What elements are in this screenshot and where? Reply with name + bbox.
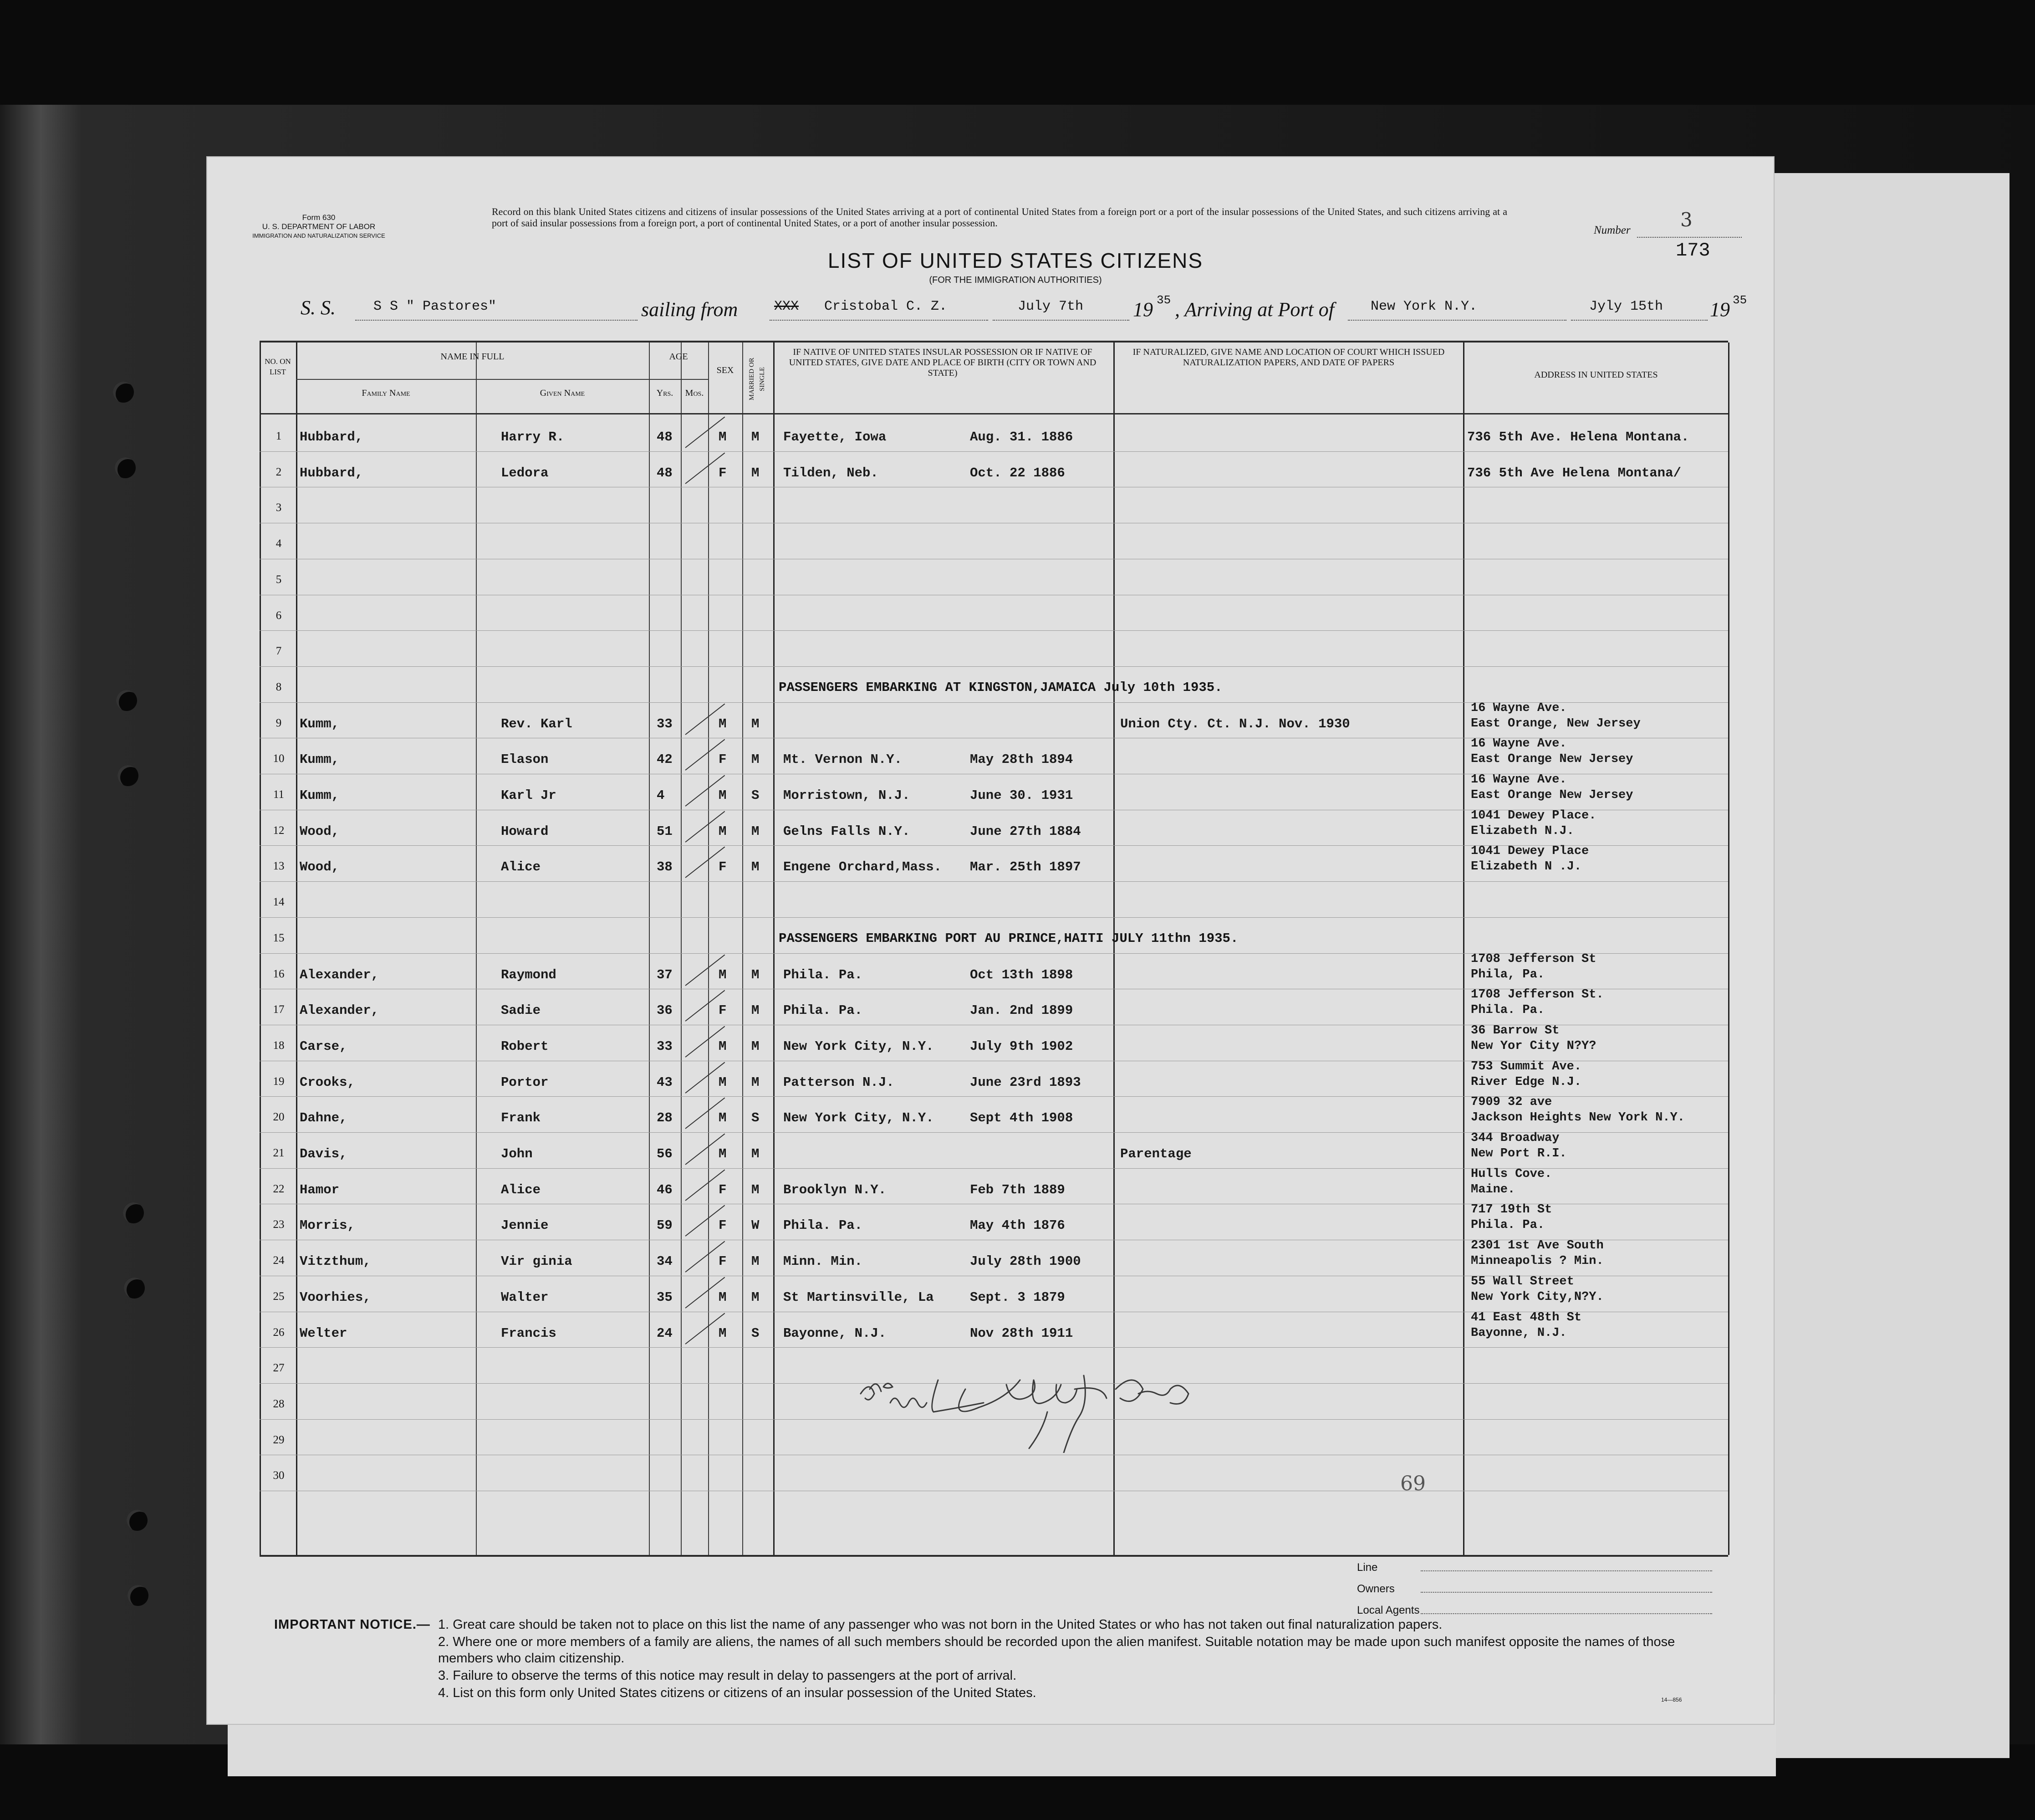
address-line: 1041 Dewey Place <box>1471 844 1589 859</box>
family-name: Voorhies, <box>300 1289 371 1305</box>
address-line: Jackson Heights New York N.Y. <box>1471 1111 1685 1125</box>
marital-status: M <box>751 429 760 445</box>
age-years: 38 <box>657 859 673 875</box>
age-years: 33 <box>657 716 673 731</box>
birth-place: Patterson N.J. <box>783 1074 894 1090</box>
ship-name: S S " Pastores" <box>373 299 497 314</box>
marital-status: M <box>751 1074 760 1090</box>
marital-status: M <box>751 752 760 767</box>
age-years: 34 <box>657 1254 673 1269</box>
given-name: Rev. Karl <box>501 716 572 731</box>
birth-date: Oct 13th 1898 <box>970 967 1073 982</box>
address-line: New York City,N?Y. <box>1471 1290 1604 1304</box>
header-address: ADDRESS IN UNITED STATES <box>1534 370 1658 380</box>
address-line: 1708 Jefferson St. <box>1471 988 1604 1002</box>
given-name: Francis <box>501 1325 556 1341</box>
row-number: 9 <box>275 716 282 729</box>
address-line: 753 Summit Ave. <box>1471 1059 1582 1074</box>
departure-year: 35 <box>1157 293 1171 307</box>
number-label: Number <box>1594 224 1631 236</box>
age-years: 59 <box>657 1218 673 1233</box>
row-rule <box>260 917 1728 918</box>
family-name: Alexander, <box>300 967 379 982</box>
birth-place: Morristown, N.J. <box>783 788 910 803</box>
sex: F <box>719 859 727 875</box>
address-line: 717 19th St <box>1471 1203 1552 1217</box>
header-married-single: MARRIED OR SINGLE <box>748 358 766 400</box>
row-number: 7 <box>275 645 282 658</box>
binder-hole <box>113 382 134 403</box>
birth-date: Nov 28th 1911 <box>970 1325 1073 1341</box>
marital-status: W <box>751 1218 760 1233</box>
marital-status: M <box>751 1038 760 1054</box>
sex: M <box>719 788 727 803</box>
marital-status: M <box>751 1182 760 1197</box>
footer-owners-field <box>1357 1578 1419 1600</box>
birth-date: July 9th 1902 <box>970 1038 1073 1054</box>
row-number: 18 <box>273 1039 285 1052</box>
row-number: 3 <box>275 501 282 514</box>
sex: F <box>719 465 727 481</box>
given-name: Raymond <box>501 967 556 982</box>
sailing-from-label: sailing from <box>641 298 738 321</box>
year-prefix-2: 19 <box>1710 298 1730 321</box>
address-line: New Yor City N?Y? <box>1471 1039 1596 1053</box>
age-years: 46 <box>657 1182 673 1197</box>
notice-item-4: 4. List on this form only United States citizens or citizens of an insular possession of the United States. <box>438 1686 1036 1700</box>
row-number: 11 <box>273 788 285 801</box>
row-number: 24 <box>273 1254 285 1267</box>
row-number: 5 <box>275 573 282 586</box>
marital-status: M <box>751 1289 760 1305</box>
family-name: Alexander, <box>300 1003 379 1018</box>
row-number: 19 <box>273 1075 285 1088</box>
binder-hole <box>124 1278 145 1299</box>
age-years: 48 <box>657 465 673 481</box>
address-line: Maine. <box>1471 1182 1515 1196</box>
address-line: 16 Wayne Ave. <box>1471 773 1567 787</box>
row-number: 16 <box>273 967 285 980</box>
given-name: Howard <box>501 823 549 839</box>
age-years: 4 <box>657 788 665 803</box>
footer-line-label: Line <box>1357 1561 1378 1574</box>
sex: M <box>719 823 727 839</box>
header-name-in-full: NAME IN FULL <box>440 352 505 362</box>
birth-place: St Martinsville, La <box>783 1289 934 1305</box>
binder-hole <box>115 457 136 478</box>
given-name: Walter <box>501 1289 549 1305</box>
marital-status: M <box>751 859 760 875</box>
row-number: 29 <box>273 1433 285 1446</box>
row-rule <box>260 1347 1728 1348</box>
form-number: Form 630 <box>302 213 336 222</box>
sex: F <box>719 1218 727 1233</box>
address-line: Phila. Pa. <box>1471 1218 1545 1232</box>
marital-status: S <box>751 788 760 803</box>
birth-date: July 28th 1900 <box>970 1254 1081 1269</box>
given-name: John <box>501 1146 533 1161</box>
address-line: East Orange New Jersey <box>1471 788 1633 802</box>
row-number: 14 <box>273 896 285 909</box>
address-line: 1041 Dewey Place. <box>1471 808 1596 823</box>
address-line: Minneapolis ? Min. <box>1471 1254 1604 1268</box>
row-number: 21 <box>273 1147 285 1159</box>
address-line: 7909 32 ave <box>1471 1095 1552 1109</box>
row-number: 28 <box>273 1397 285 1410</box>
birth-date: June 23rd 1893 <box>970 1074 1081 1090</box>
family-name: Kumm, <box>300 788 340 803</box>
address-line: 55 Wall Street <box>1471 1274 1574 1288</box>
birth-place: New York City, N.Y. <box>783 1110 934 1126</box>
header-yrs: Yrs. <box>656 388 673 398</box>
sex: M <box>719 716 727 731</box>
voyage-line <box>301 293 1747 328</box>
birth-place: Phila. Pa. <box>783 1218 863 1233</box>
arriving-label: , Arriving at Port of <box>1175 298 1334 321</box>
naturalization: Parentage <box>1120 1146 1192 1161</box>
marital-status: M <box>751 823 760 839</box>
binder-hole <box>117 765 138 786</box>
sex: M <box>719 1038 727 1054</box>
row-number: 26 <box>273 1326 285 1339</box>
row-number: 12 <box>273 824 285 837</box>
struck-text: XXX <box>774 299 799 314</box>
address-line: Bayonne, N.J. <box>1471 1326 1567 1340</box>
row-rule <box>260 666 1728 667</box>
naturalization: Union Cty. Ct. N.J. Nov. 1930 <box>1120 716 1350 731</box>
marital-status: M <box>751 465 760 481</box>
footer-fields <box>1357 1557 1419 1621</box>
address-line: Phila. Pa. <box>1471 1003 1545 1017</box>
age-years: 51 <box>657 823 673 839</box>
birth-place: Gelns Falls N.Y. <box>783 823 910 839</box>
address-line: 36 Barrow St <box>1471 1023 1560 1038</box>
marital-status: M <box>751 967 760 982</box>
birth-place: Engene Orchard,Mass. <box>783 859 942 875</box>
marital-status: S <box>751 1110 760 1126</box>
binder-hole <box>128 1585 148 1606</box>
age-years: 37 <box>657 967 673 982</box>
address-line: 736 5th Ave Helena Montana/ <box>1467 465 1681 481</box>
notice-heading: IMPORTANT NOTICE.— <box>274 1617 430 1632</box>
birth-date: June 27th 1884 <box>970 823 1081 839</box>
sex: M <box>719 967 727 982</box>
row-number: 27 <box>273 1362 285 1375</box>
header-mos: Mos. <box>685 388 704 398</box>
binder-hole <box>123 1202 144 1223</box>
given-name: Vir ginia <box>501 1254 572 1269</box>
document-title: LIST OF UNITED STATES CITIZENS <box>827 249 1204 272</box>
address-line: East Orange New Jersey <box>1471 752 1633 767</box>
family-name: Crooks, <box>300 1074 355 1090</box>
birth-place: Tilden, Neb. <box>783 465 878 481</box>
row-number: 23 <box>273 1218 285 1231</box>
address-line: Hulls Cove. <box>1471 1167 1552 1181</box>
address-line: Elizabeth N.J. <box>1471 824 1574 838</box>
document-subtitle: (FOR THE IMMIGRATION AUTHORITIES) <box>929 275 1102 285</box>
sex: F <box>719 1254 727 1269</box>
address-line: 736 5th Ave. Helena Montana. <box>1467 429 1689 445</box>
footer-agents-label: Local Agents <box>1357 1604 1420 1616</box>
arrival-port: New York N.Y. <box>1371 299 1478 314</box>
family-name: Dahne, <box>300 1110 347 1126</box>
header-instructions: Record on this blank United States citizens and citizens of insular possessions of the United States arriving at a port of continental United States from a foreign port or a port of the insular possessions of the United States, and such citizens arriving at a port of said insular possessions from a foreign port, a port of continental United States, or a port of another insular possession. <box>492 206 1507 229</box>
sex: F <box>719 1182 727 1197</box>
age-years: 36 <box>657 1003 673 1018</box>
birth-place: Fayette, Iowa <box>783 429 887 445</box>
address-line: River Edge N.J. <box>1471 1075 1582 1089</box>
row-number: 22 <box>273 1182 285 1195</box>
given-name: Ledora <box>501 465 549 481</box>
birth-date: Mar. 25th 1897 <box>970 859 1081 875</box>
marital-status: M <box>751 1254 760 1269</box>
arrival-year: 35 <box>1733 293 1747 307</box>
given-name: Harry R. <box>501 429 565 445</box>
marital-status: M <box>751 716 760 731</box>
header-sex: SEX <box>716 365 734 375</box>
age-years: 24 <box>657 1325 673 1341</box>
family-name: Kumm, <box>300 716 340 731</box>
sex: M <box>719 1074 727 1090</box>
row-number: 4 <box>275 537 282 550</box>
birth-place: Brooklyn N.Y. <box>783 1182 887 1197</box>
sex: M <box>719 1325 727 1341</box>
birth-date: Oct. 22 1886 <box>970 465 1065 481</box>
row-number: 20 <box>273 1111 285 1124</box>
birth-place: Minn. Min. <box>783 1254 863 1269</box>
page-number: 173 <box>1676 240 1710 261</box>
footer-line-field <box>1357 1557 1419 1578</box>
row-rule <box>260 630 1728 631</box>
binder-hole <box>127 1510 148 1531</box>
arrival-date: Jyly 15th <box>1589 299 1663 314</box>
binder-hole <box>116 690 137 711</box>
notice-item-3: 3. Failure to observe the terms of this notice may result in delay to passengers at the port of arrival. <box>438 1668 1017 1683</box>
sex: F <box>719 752 727 767</box>
form-identifier <box>237 213 401 240</box>
row-number: 25 <box>273 1290 285 1303</box>
inspector-signature <box>856 1362 1229 1455</box>
given-name: Jennie <box>501 1218 549 1233</box>
age-years: 48 <box>657 429 673 445</box>
age-years: 42 <box>657 752 673 767</box>
address-line: 1708 Jefferson St <box>1471 952 1596 966</box>
age-years: 35 <box>657 1289 673 1305</box>
number-value: 3 <box>1680 209 1693 231</box>
given-name: Robert <box>501 1038 549 1054</box>
row-number: 17 <box>273 1003 285 1016</box>
header-no-on-list: NO. ON LIST <box>265 357 291 376</box>
birth-date: Feb 7th 1889 <box>970 1182 1065 1197</box>
row-number: 6 <box>275 609 282 622</box>
departure-date: July 7th <box>1018 299 1084 314</box>
row-number: 10 <box>273 752 285 765</box>
family-name: Welter <box>300 1325 347 1341</box>
ss-label: S. S. <box>301 297 336 319</box>
row-number: 8 <box>275 680 282 693</box>
header-naturalized: IF NATURALIZED, GIVE NAME AND LOCATION OF COURT WHICH ISSUED NATURALIZATION PAPERS, AND DATE OF PAPERS <box>1132 347 1445 368</box>
notice-item-2: 2. Where one or more members of a family are aliens, the names of all such members should be recorded upon the alien manifest. Suitable notation may be made upon such manifest opposite the names of those members who claim citizenship. <box>438 1635 1675 1666</box>
birth-place: New York City, N.Y. <box>783 1038 934 1054</box>
marital-status: M <box>751 1146 760 1161</box>
given-name: Sadie <box>501 1003 541 1018</box>
given-name: Elason <box>501 752 549 767</box>
row-number: 1 <box>275 430 282 442</box>
family-name: Wood, <box>300 859 340 875</box>
birth-place: Phila. Pa. <box>783 967 863 982</box>
address-line: New Port R.I. <box>1471 1147 1567 1161</box>
age-years: 56 <box>657 1146 673 1161</box>
underlying-sheet <box>1753 173 2009 1758</box>
number-field <box>1594 209 1693 237</box>
address-line: 16 Wayne Ave. <box>1471 737 1567 751</box>
row-rule <box>260 451 1728 452</box>
signature-drawing <box>856 1362 1229 1453</box>
given-name: Karl Jr <box>501 788 556 803</box>
given-name: Frank <box>501 1110 541 1126</box>
sex: F <box>719 1003 727 1018</box>
birth-date: May 4th 1876 <box>970 1218 1065 1233</box>
address-line: Phila, Pa. <box>1471 967 1545 982</box>
sex: M <box>719 1146 727 1161</box>
address-line: 16 Wayne Ave. <box>1471 701 1567 715</box>
footer-owners-label: Owners <box>1357 1583 1395 1595</box>
header-family-name: Family Name <box>362 388 410 398</box>
address-line: 344 Broadway <box>1471 1131 1560 1145</box>
birth-date: Sept 4th 1908 <box>970 1110 1073 1126</box>
marital-status: S <box>751 1325 760 1341</box>
marital-status: M <box>751 1003 760 1018</box>
page-stamp: 69 <box>1400 1472 1426 1495</box>
row-number: 2 <box>275 465 282 478</box>
given-name: Portor <box>501 1074 549 1090</box>
year-prefix-1: 19 <box>1133 298 1153 321</box>
header-given-name: Given Name <box>540 388 585 398</box>
family-name: Vitzthum, <box>300 1254 371 1269</box>
sex: M <box>719 429 727 445</box>
age-years: 33 <box>657 1038 673 1054</box>
family-name: Wood, <box>300 823 340 839</box>
row-number: 15 <box>273 931 285 944</box>
address-line: Elizabeth N .J. <box>1471 860 1582 874</box>
birth-date: Jan. 2nd 1899 <box>970 1003 1073 1018</box>
family-name: Carse, <box>300 1038 347 1054</box>
given-name: Alice <box>501 859 541 875</box>
address-line: East Orange, New Jersey <box>1471 716 1641 731</box>
birth-date: Sept. 3 1879 <box>970 1289 1065 1305</box>
family-name: Kumm, <box>300 752 340 767</box>
departure-port: Cristobal C. Z. <box>824 299 948 314</box>
family-name: Morris, <box>300 1218 355 1233</box>
given-name: Alice <box>501 1182 541 1197</box>
family-name: Hamor <box>300 1182 340 1197</box>
service-name: IMMIGRATION AND NATURALIZATION SERVICE <box>252 232 385 239</box>
birth-date: May 28th 1894 <box>970 752 1073 767</box>
birth-place: Bayonne, N.J. <box>783 1325 887 1341</box>
birth-date: Aug. 31. 1886 <box>970 429 1073 445</box>
family-name: Hubbard, <box>300 429 363 445</box>
birth-place: Phila. Pa. <box>783 1003 863 1018</box>
sex: M <box>719 1289 727 1305</box>
row-number: 13 <box>273 860 285 873</box>
birth-place: Mt. Vernon N.Y. <box>783 752 903 767</box>
print-code: 14—856 <box>1661 1697 1682 1703</box>
header-age: AGE <box>669 352 688 362</box>
address-line: 2301 1st Ave South <box>1471 1239 1604 1253</box>
birth-date: June 30. 1931 <box>970 788 1073 803</box>
embarkation-note: PASSENGERS EMBARKING AT KINGSTON,JAMAICA July 10th 1935. <box>779 680 1223 695</box>
age-years: 28 <box>657 1110 673 1126</box>
row-rule <box>260 881 1728 882</box>
row-number: 30 <box>273 1469 285 1482</box>
family-name: Hubbard, <box>300 465 363 481</box>
family-name: Davis, <box>300 1146 347 1161</box>
embarkation-note: PASSENGERS EMBARKING PORT AU PRINCE,HAITI JULY 11thn 1935. <box>779 930 1239 946</box>
header-birth: IF NATIVE OF UNITED STATES INSULAR POSSESSION OR IF NATIVE OF UNITED STATES, GIVE DATE AND PLACE OF BIRTH (CITY OR TOWN AND STATE) <box>789 347 1097 378</box>
notice-item-1: 1. Great care should be taken not to place on this list the name of any passenger who was not born in the United States or who has not taken out final naturalization papers. <box>438 1617 1443 1632</box>
sex: M <box>719 1110 727 1126</box>
age-years: 43 <box>657 1074 673 1090</box>
address-line: 41 East 48th St <box>1471 1310 1582 1324</box>
department-name: U. S. DEPARTMENT OF LABOR <box>262 222 376 231</box>
